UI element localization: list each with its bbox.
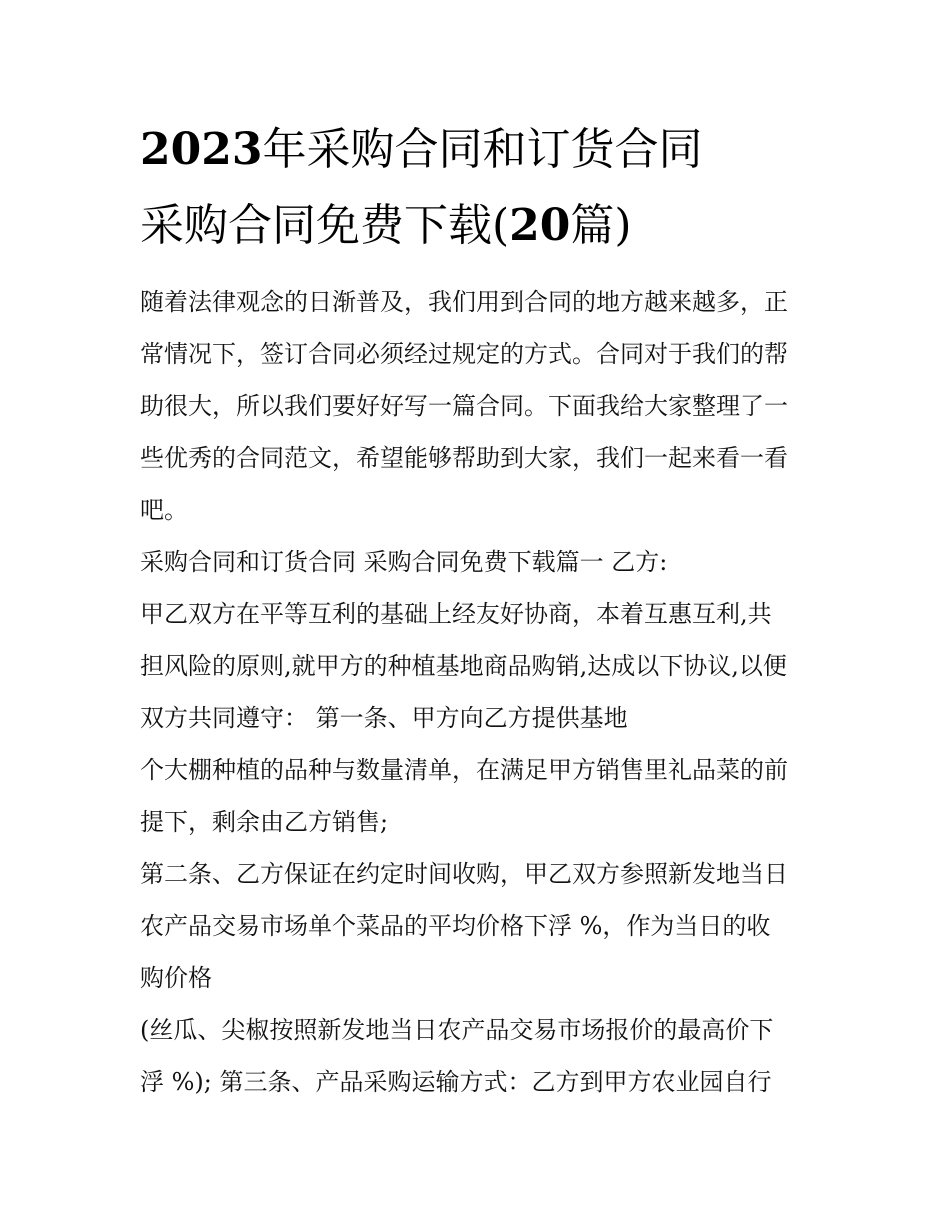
title-count: 20 xyxy=(509,200,571,251)
body-line: (丝瓜、尖椒按照新发地当日农产品交易市场报价的最高价下 xyxy=(140,1016,774,1044)
body-line: 个大棚种植的品种与数量清单，在满足甲方销售里礼品菜的前 xyxy=(140,756,788,784)
body-line: 第二条、乙方保证在约定时间收购，甲乙双方参照新发地当日 xyxy=(140,860,788,888)
title-line-2-text: 采购合同免费下载( xyxy=(140,200,510,251)
body-line: 些优秀的合同范文，希望能够帮助到大家，我们一起来看一看 xyxy=(140,444,788,472)
body-line: 购价格 xyxy=(140,964,212,992)
title-year: 2023 xyxy=(140,124,263,175)
body-line: 提下，剩余由乙方销售; xyxy=(140,808,389,836)
body-line: 担风险的原则,就甲方的种植基地商品购销,达成以下协议,以便 xyxy=(140,652,787,680)
body-line: 采购合同和订货合同 采购合同免费下载篇一 乙方: xyxy=(140,548,668,576)
body-line: 农产品交易市场单个菜品的平均价格下浮 %，作为当日的收 xyxy=(140,912,771,940)
body-line: 常情况下，签订合同必须经过规定的方式。合同对于我们的帮 xyxy=(140,340,788,368)
title-line-2-end: 篇) xyxy=(570,200,632,251)
document-body xyxy=(140,276,820,1108)
body-line: 助很大，所以我们要好好写一篇合同。下面我给大家整理了一 xyxy=(140,392,788,420)
title-line-1 xyxy=(140,112,840,188)
title-line-2 xyxy=(140,188,840,264)
body-line: 随着法律观念的日渐普及，我们用到合同的地方越来越多，正 xyxy=(140,288,788,316)
body-line: 吧。 xyxy=(140,496,188,524)
document-title xyxy=(140,112,840,264)
title-line-1-text: 年采购合同和订货合同 xyxy=(262,124,703,175)
body-line: 浮 %); 第三条、产品采购运输方式：乙方到甲方农业园自行 xyxy=(140,1068,772,1096)
body-line: 双方共同遵守： 第一条、甲方向乙方提供基地 xyxy=(140,704,628,732)
body-line: 甲乙双方在平等互利的基础上经友好协商，本着互惠互利,共 xyxy=(140,600,772,628)
